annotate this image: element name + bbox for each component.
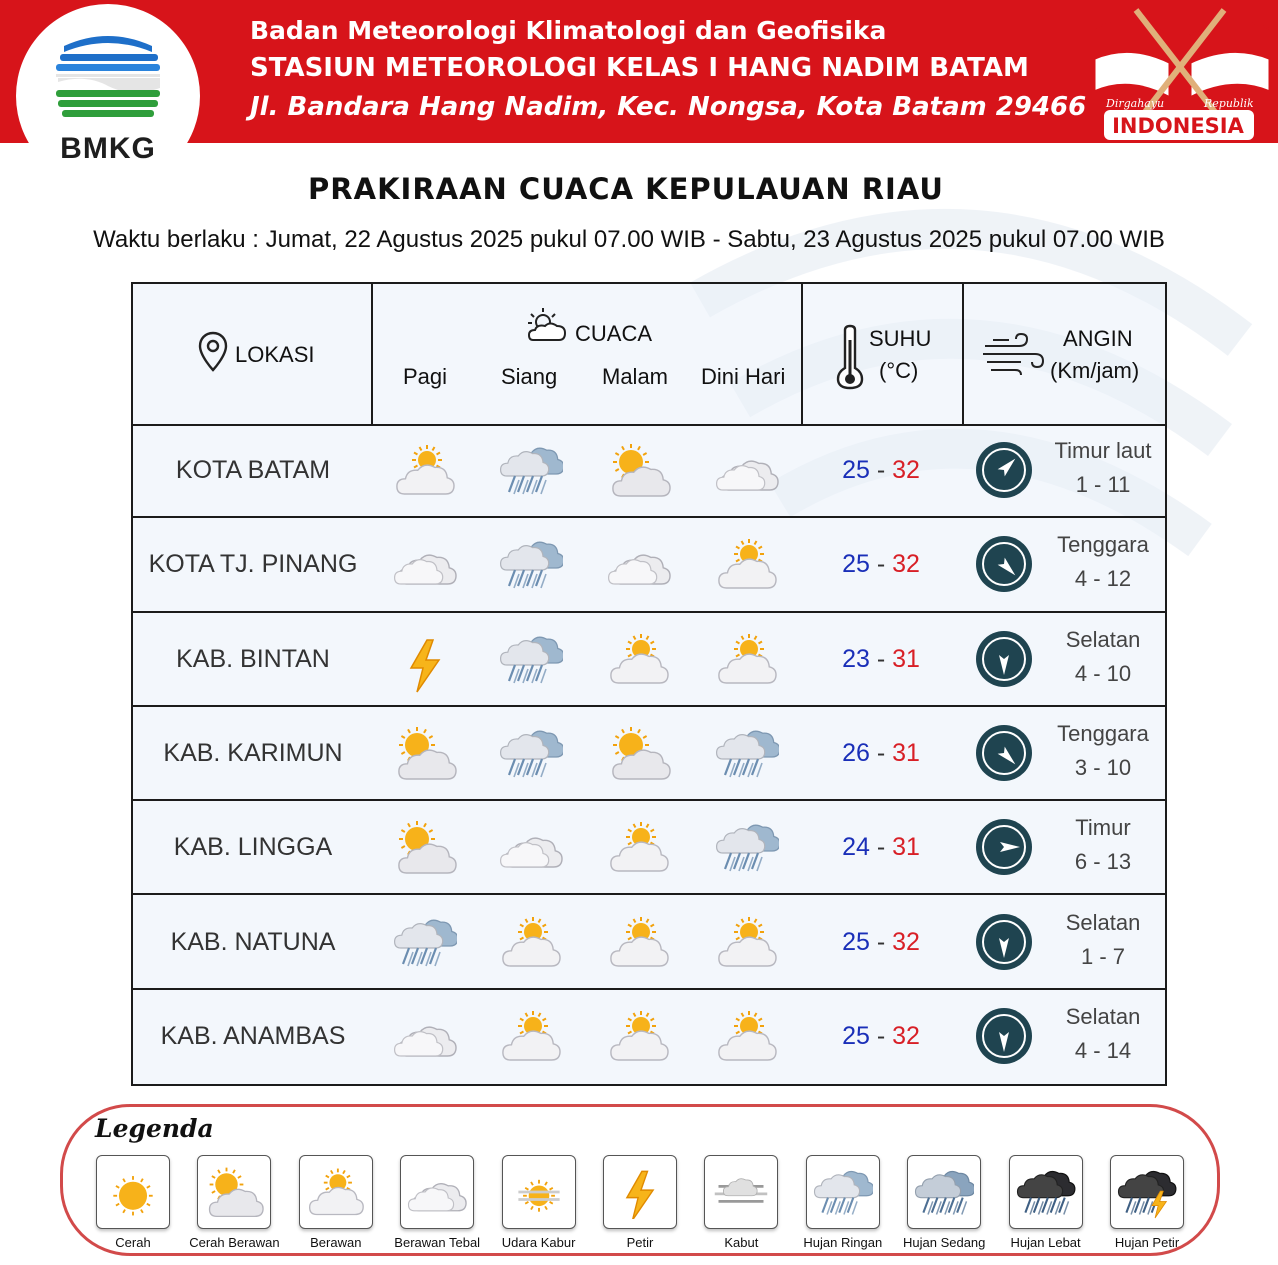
udara-kabur-icon <box>509 1165 569 1219</box>
wind-speed: 3 - 10 <box>1074 754 1132 780</box>
header-weather: CUACA <box>575 321 653 346</box>
weather-cell <box>715 536 779 592</box>
header-divider <box>801 284 803 424</box>
weather-cell <box>393 914 457 970</box>
cerah-berawan-icon <box>393 819 457 875</box>
location-pin-icon <box>197 330 229 374</box>
temp-max: 32 <box>892 927 920 956</box>
wind-compass <box>975 818 1033 876</box>
legend-icon-box <box>1110 1155 1184 1229</box>
legend-label: Udara Kabur <box>501 1235 576 1250</box>
legend-icon-box <box>502 1155 576 1229</box>
legend-icon-box <box>806 1155 880 1229</box>
header-wind: ANGIN <box>1063 326 1133 351</box>
compass-icon <box>975 630 1033 688</box>
temp-min: 25 <box>842 550 870 579</box>
page-title: PRAKIRAAN CUACA KEPULAUAN RIAU <box>308 172 944 206</box>
table-row <box>133 896 1165 990</box>
temp-max: 31 <box>892 833 920 862</box>
weather-cell <box>499 1008 563 1064</box>
compass-icon <box>975 535 1033 593</box>
weather-cell <box>607 725 671 781</box>
org-name: Badan Meteorologi Klimatologi dan Geofisika <box>250 16 887 45</box>
weather-cell <box>393 536 457 592</box>
table-row <box>133 518 1165 612</box>
temperature-range <box>801 645 961 674</box>
row-location: KAB. ANAMBAS <box>160 1021 346 1050</box>
weather-cell <box>715 914 779 970</box>
legend-item <box>803 1155 883 1250</box>
weather-cell <box>393 819 457 875</box>
weather-cell <box>499 914 563 970</box>
temp-dash: - <box>869 550 893 579</box>
wind-info <box>1039 717 1167 785</box>
hujan-ringan-icon <box>499 442 563 498</box>
hujan-ringan-icon <box>715 819 779 875</box>
weather-cell <box>607 631 671 687</box>
legend-title: Legenda <box>95 1114 214 1143</box>
berawan-icon <box>607 631 671 687</box>
compass-icon <box>975 1007 1033 1065</box>
wind-direction: Selatan <box>1065 626 1141 652</box>
hujan-ringan-icon <box>499 631 563 687</box>
weather-cell <box>499 442 563 498</box>
station-address: Jl. Bandara Hang Nadim, Kec. Nongsa, Kota Batam 29466 <box>250 92 1087 122</box>
weather-cell <box>607 819 671 875</box>
wind-direction: Selatan <box>1065 1003 1141 1029</box>
wind-speed: 6 - 13 <box>1074 849 1132 875</box>
temp-min: 25 <box>842 927 870 956</box>
compass-icon <box>975 724 1033 782</box>
forecast-table <box>131 282 1167 1086</box>
table-row <box>133 707 1165 801</box>
berawan-icon <box>499 914 563 970</box>
berawan-icon <box>715 914 779 970</box>
temp-max: 32 <box>892 1021 920 1050</box>
weather-cell <box>499 819 563 875</box>
temp-max: 32 <box>892 456 920 484</box>
hujan-ringan-icon <box>813 1165 873 1219</box>
partly-cloudy-icon <box>523 306 569 346</box>
weather-cell <box>393 627 457 683</box>
row-location: KAB. LINGGA <box>173 833 333 862</box>
temp-max: 31 <box>892 738 920 767</box>
legend-icon-box <box>603 1155 677 1229</box>
hujan-lebat-icon <box>1016 1165 1076 1219</box>
wind-direction: Selatan <box>1065 909 1141 935</box>
berawan-icon <box>715 631 779 687</box>
weather-cell <box>715 442 779 498</box>
row-location: KOTA BATAM <box>175 456 331 484</box>
logo-text: BMKG <box>60 132 156 165</box>
wind-speed: 1 - 11 <box>1075 472 1131 497</box>
weather-cell <box>499 536 563 592</box>
weather-cell <box>393 442 457 498</box>
berawan-tebal-icon <box>607 536 671 592</box>
wind-speed: 4 - 14 <box>1074 1037 1132 1063</box>
legend-item <box>1110 1155 1184 1250</box>
weather-cell <box>715 631 779 687</box>
compass-icon <box>975 441 1033 499</box>
weather-cell <box>393 1008 457 1064</box>
weather-cell <box>607 1008 671 1064</box>
wind-speed: 1 - 7 <box>1080 943 1126 969</box>
weather-cell <box>499 631 563 687</box>
legend-item <box>299 1155 373 1250</box>
temperature-range <box>801 456 961 485</box>
temp-max: 32 <box>892 550 920 579</box>
wind-icon <box>981 332 1045 378</box>
berawan-icon <box>607 914 671 970</box>
legend-icon-box <box>907 1155 981 1229</box>
legend-item <box>189 1155 280 1250</box>
compass-icon <box>975 913 1033 971</box>
legend-label: Berawan Tebal <box>394 1235 481 1250</box>
berawan-tebal-icon <box>393 536 457 592</box>
wind-info <box>1039 906 1167 974</box>
temp-min: 23 <box>842 644 870 673</box>
weather-cell <box>607 914 671 970</box>
legend-item <box>704 1155 778 1250</box>
wind-speed: 4 - 12 <box>1074 566 1132 592</box>
table-row <box>133 990 1165 1082</box>
wind-info <box>1039 623 1167 691</box>
hujan-sedang-icon <box>914 1165 974 1219</box>
cerah-icon <box>103 1165 163 1219</box>
hujan-ringan-icon <box>499 536 563 592</box>
wind-speed: 4 - 10 <box>1074 660 1132 686</box>
berawan-icon <box>715 536 779 592</box>
wind-info <box>1039 528 1167 596</box>
temperature-range <box>801 550 961 579</box>
berawan-tebal-icon <box>407 1165 467 1219</box>
temp-min: 24 <box>842 833 870 862</box>
berawan-icon <box>499 1008 563 1064</box>
temp-max: 31 <box>892 644 920 673</box>
cerah-berawan-icon <box>204 1165 264 1219</box>
kabut-icon <box>711 1165 771 1219</box>
weather-cell <box>715 1008 779 1064</box>
wind-compass <box>975 913 1033 971</box>
hujan-ringan-icon <box>499 725 563 781</box>
hujan-petir-icon <box>1117 1165 1177 1219</box>
badge-small-right: Republik <box>1204 97 1254 110</box>
temperature-range <box>801 833 961 862</box>
cerah-berawan-icon <box>607 725 671 781</box>
badge-small-left: Dirgahayu <box>1106 97 1165 110</box>
header-wind-unit: (Km/jam) <box>1050 358 1140 383</box>
petir-icon <box>610 1165 670 1219</box>
legend-item <box>394 1155 481 1250</box>
row-location: KAB. KARIMUN <box>163 738 343 767</box>
table-row <box>133 801 1165 895</box>
legend-label: Cerah Berawan <box>189 1235 280 1250</box>
legend-icon-box <box>400 1155 474 1229</box>
legend-label: Cerah <box>115 1235 151 1250</box>
header-location: LOKASI <box>235 342 315 367</box>
legend-label: Berawan <box>310 1235 362 1250</box>
header-temp-unit: (°C) <box>879 358 919 383</box>
temperature-range <box>801 928 961 957</box>
hujan-ringan-icon <box>715 725 779 781</box>
weather-cell <box>715 819 779 875</box>
berawan-icon <box>393 442 457 498</box>
berawan-tebal-icon <box>393 1008 457 1064</box>
header-period-malam: Malam <box>602 364 669 389</box>
header-divider <box>962 284 964 424</box>
row-location: KAB. BINTAN <box>176 644 330 673</box>
hujan-ringan-icon <box>393 914 457 970</box>
wind-compass <box>975 535 1033 593</box>
temp-dash: - <box>869 456 893 484</box>
legend-item <box>96 1155 170 1250</box>
wind-direction: Tenggara <box>1057 532 1149 558</box>
legend-item <box>603 1155 677 1250</box>
cerah-berawan-icon <box>607 442 671 498</box>
legend-icon-box <box>96 1155 170 1229</box>
station-name: STASIUN METEOROLOGI KELAS I HANG NADIM BATAM <box>250 53 1029 83</box>
legend-item <box>501 1155 576 1250</box>
thermometer-icon <box>835 324 865 390</box>
temp-dash: - <box>869 644 893 673</box>
berawan-tebal-icon <box>715 442 779 498</box>
weather-cell <box>607 536 671 592</box>
row-location: KOTA TJ. PINANG <box>148 550 358 579</box>
table-row <box>133 613 1165 707</box>
legend-label: Hujan Ringan <box>803 1235 883 1250</box>
temp-dash: - <box>869 738 893 767</box>
header-period-siang: Siang <box>501 364 558 389</box>
wind-compass <box>975 441 1033 499</box>
legend-label: Hujan Sedang <box>902 1235 986 1250</box>
legend-icon-box <box>704 1155 778 1229</box>
header-temp: SUHU <box>869 326 932 351</box>
berawan-icon <box>715 1008 779 1064</box>
wind-info <box>1039 434 1167 502</box>
temp-dash: - <box>869 833 893 862</box>
legend-item <box>902 1155 986 1250</box>
row-location: KAB. NATUNA <box>170 927 336 956</box>
weather-cell <box>499 725 563 781</box>
petir-icon <box>393 627 457 697</box>
temp-min: 25 <box>842 456 870 484</box>
legend-icon-box <box>197 1155 271 1229</box>
temp-dash: - <box>869 927 893 956</box>
weather-cell <box>715 725 779 781</box>
legend-item <box>1009 1155 1083 1250</box>
bmkg-logo <box>16 4 200 188</box>
legend-icon-box <box>1009 1155 1083 1229</box>
header-divider <box>371 284 373 424</box>
berawan-icon <box>306 1165 366 1219</box>
header-period-pagi: Pagi <box>403 364 448 389</box>
berawan-icon <box>607 819 671 875</box>
weather-cell <box>393 725 457 781</box>
cerah-berawan-icon <box>393 725 457 781</box>
wind-compass <box>975 724 1033 782</box>
header-period-dini-hari: Dini Hari <box>701 364 786 389</box>
temp-dash: - <box>869 1021 893 1050</box>
validity-period: Waktu berlaku : Jumat, 22 Agustus 2025 pukul 07.00 WIB - Sabtu, 23 Agustus 2025 pukul 07.00 WIB <box>93 226 1165 253</box>
legend-label: Kabut <box>724 1235 759 1250</box>
table-header <box>133 284 1165 426</box>
wind-compass <box>975 1007 1033 1065</box>
temp-min: 26 <box>842 738 870 767</box>
table-row <box>133 424 1165 518</box>
legend-label: Hujan Lebat <box>1010 1235 1081 1250</box>
legend-icon-box <box>299 1155 373 1229</box>
badge-word: INDONESIA <box>1112 114 1244 138</box>
compass-icon <box>975 818 1033 876</box>
temperature-range <box>801 739 961 768</box>
org-info <box>250 14 1086 126</box>
legend-label: Petir <box>626 1235 654 1250</box>
temp-min: 25 <box>842 1021 870 1050</box>
wind-compass <box>975 630 1033 688</box>
wind-direction: Tenggara <box>1057 720 1149 746</box>
temperature-range <box>801 1022 961 1051</box>
legend-label: Hujan Petir <box>1114 1235 1180 1250</box>
berawan-tebal-icon <box>499 819 563 875</box>
berawan-icon <box>607 1008 671 1064</box>
wind-direction: Timur <box>1075 815 1131 841</box>
wind-info <box>1039 811 1167 879</box>
wind-info <box>1039 1000 1167 1068</box>
weather-cell <box>607 442 671 498</box>
wind-direction: Timur laut <box>1054 438 1152 463</box>
